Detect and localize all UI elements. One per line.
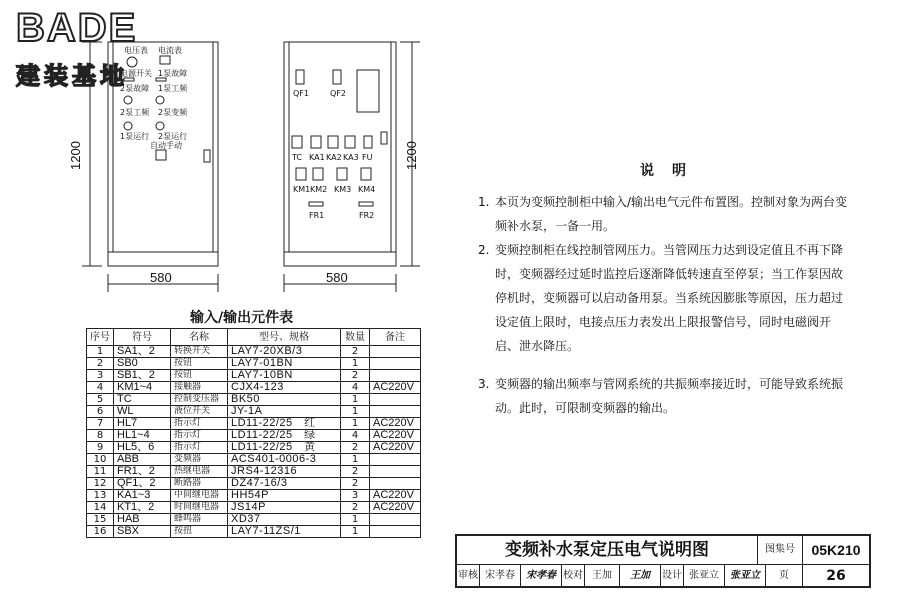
row-quantity: 1: [341, 358, 370, 370]
row-quantity: 2: [341, 370, 370, 382]
row-code: FR1、2: [114, 466, 171, 478]
row-note: [370, 478, 421, 490]
note-item: [478, 190, 848, 238]
set-number: 05K210: [811, 542, 861, 558]
row-name: 按钮: [171, 370, 228, 382]
row-quantity: 1: [341, 526, 370, 538]
table-row: [87, 514, 421, 526]
row-code: TC: [114, 394, 171, 406]
table-row: [87, 346, 421, 358]
row-note: [370, 514, 421, 526]
row-code: KM1~4: [114, 382, 171, 394]
label-tc: TC: [292, 153, 303, 162]
label-voltmeter: 电压表: [124, 46, 148, 55]
row-code: HL5、6: [114, 442, 171, 454]
check-signature: 王加: [620, 565, 661, 587]
note-item: [478, 238, 848, 358]
row-note: [370, 406, 421, 418]
label-pump2-run: 2泵运行: [158, 132, 188, 141]
row-note: AC220V: [370, 430, 421, 442]
row-name: 按扭: [171, 526, 228, 538]
label-pump1-run: 1泵运行: [120, 132, 150, 141]
label-qf1: QF1: [293, 89, 309, 98]
page-number: 26: [826, 568, 846, 584]
row-model: LAY7-10BN: [228, 370, 341, 382]
signature-row: [457, 564, 869, 587]
label-fr2: FR2: [359, 211, 375, 220]
row-code: QF1、2: [114, 478, 171, 490]
row-note: AC220V: [370, 418, 421, 430]
table-row: [87, 394, 421, 406]
row-name: 液位开关: [171, 406, 228, 418]
label-km3: KM3: [334, 185, 352, 194]
row-model: LD11-22/25 绿: [228, 430, 341, 442]
row-name: 热继电器: [171, 466, 228, 478]
table-header-row: [87, 329, 421, 346]
header-model: 型号、规格: [228, 329, 341, 346]
table-row: [87, 430, 421, 442]
row-quantity: 4: [341, 382, 370, 394]
row-note: [370, 358, 421, 370]
row-quantity: 1: [341, 418, 370, 430]
row-number: 13: [87, 490, 114, 502]
row-model: LAY7-20XB/3: [228, 346, 341, 358]
logo-chinese: 建装基地: [16, 62, 128, 90]
header-note: 备注: [370, 329, 421, 346]
table-row: [87, 370, 421, 382]
row-number: 5: [87, 394, 114, 406]
table-row: [87, 466, 421, 478]
row-name: 指示灯: [171, 442, 228, 454]
label-pump2-vfd: 2泵变频: [158, 108, 188, 117]
row-model: LAY7-01BN: [228, 358, 341, 370]
parts-table: [86, 328, 421, 538]
label-ammeter: 电流表: [158, 46, 182, 55]
row-note: AC220V: [370, 442, 421, 454]
row-name: 时间继电器: [171, 502, 228, 514]
row-note: [370, 466, 421, 478]
note-number: 1.: [478, 195, 490, 209]
row-quantity: 2: [341, 442, 370, 454]
row-quantity: 2: [341, 502, 370, 514]
row-model: LAY7-11ZS/1: [228, 526, 341, 538]
left-height-dim: 1200: [68, 141, 83, 170]
row-number: 7: [87, 418, 114, 430]
row-code: SB0: [114, 358, 171, 370]
label-power-switch: 电源开关: [120, 69, 152, 78]
row-code: KA1~3: [114, 490, 171, 502]
row-quantity: 2: [341, 466, 370, 478]
row-name: 接触器: [171, 382, 228, 394]
label-qf2: QF2: [330, 89, 346, 98]
row-model: CJX4-123: [228, 382, 341, 394]
row-quantity: 1: [341, 514, 370, 526]
row-number: 1: [87, 346, 114, 358]
row-name: 按钮: [171, 358, 228, 370]
page-label: 页: [766, 565, 803, 587]
check-label: 校对: [562, 565, 585, 587]
table-row: [87, 478, 421, 490]
table-row: [87, 442, 421, 454]
row-name: 变频器: [171, 454, 228, 466]
row-model: LD11-22/25 黄: [228, 442, 341, 454]
label-ka3: KA3: [343, 153, 359, 162]
notes-title: 说明: [640, 163, 704, 179]
row-name: 断路器: [171, 478, 228, 490]
row-model: BK50: [228, 394, 341, 406]
check-name: 王加: [585, 565, 620, 587]
row-code: HL1~4: [114, 430, 171, 442]
row-quantity: 1: [341, 454, 370, 466]
left-width-dim: 580: [150, 270, 172, 285]
left-cabinet-handle: [204, 150, 210, 162]
label-ka2: KA2: [326, 153, 342, 162]
row-quantity: 2: [341, 478, 370, 490]
row-number: 14: [87, 502, 114, 514]
row-quantity: 1: [341, 394, 370, 406]
review-signature: 宋孝春: [521, 565, 562, 587]
label-ka1: KA1: [309, 153, 325, 162]
row-model: ACS401-0006-3: [228, 454, 341, 466]
label-auto-manual: 自动手动: [150, 141, 182, 150]
note-number: 2.: [478, 243, 490, 257]
table-row: [87, 406, 421, 418]
row-note: AC220V: [370, 382, 421, 394]
row-model: JRS4-12316: [228, 466, 341, 478]
label-pump1-fault: 1泵故障: [158, 69, 188, 78]
row-name: 指示灯: [171, 418, 228, 430]
row-code: SBX: [114, 526, 171, 538]
row-model: JY-1A: [228, 406, 341, 418]
header-name: 名称: [171, 329, 228, 346]
note-item: [478, 372, 848, 420]
design-name: 张亚立: [684, 565, 725, 587]
row-model: DZ47-16/3: [228, 478, 341, 490]
label-fr1: FR1: [309, 211, 325, 220]
row-quantity: 4: [341, 430, 370, 442]
note-number: 3.: [478, 377, 490, 391]
table-row: [87, 358, 421, 370]
row-name: 中间继电器: [171, 490, 228, 502]
row-note: [370, 526, 421, 538]
table-row: [87, 382, 421, 394]
logo-letters: BADE: [16, 6, 138, 50]
table-row: [87, 490, 421, 502]
row-quantity: 2: [341, 346, 370, 358]
row-number: 16: [87, 526, 114, 538]
row-note: [370, 394, 421, 406]
label-km4: KM4: [358, 185, 376, 194]
row-note: [370, 454, 421, 466]
right-height-dim: 1200: [404, 141, 419, 170]
row-code: SB1、2: [114, 370, 171, 382]
right-width-dim: 580: [326, 270, 348, 285]
row-name: 蜂鸣器: [171, 514, 228, 526]
row-note: [370, 370, 421, 382]
row-model: LD11-22/25 红: [228, 418, 341, 430]
row-code: HAB: [114, 514, 171, 526]
design-signature: 张亚立: [725, 565, 766, 587]
review-label: 审核: [457, 565, 480, 587]
label-pump2-mains: 2泵工频: [120, 108, 150, 117]
row-number: 12: [87, 478, 114, 490]
header-code: 符号: [114, 329, 171, 346]
row-model: XD37: [228, 514, 341, 526]
review-name: 宋孝春: [480, 565, 521, 587]
row-number: 6: [87, 406, 114, 418]
row-number: 8: [87, 430, 114, 442]
header-no: 序号: [87, 329, 114, 346]
title-block: [455, 534, 871, 588]
table-row: [87, 418, 421, 430]
label-fu: FU: [362, 153, 373, 162]
table-row: [87, 502, 421, 514]
row-number: 4: [87, 382, 114, 394]
label-pump1-mains: 1泵工频: [158, 84, 188, 93]
row-quantity: 3: [341, 490, 370, 502]
label-km1: KM1: [293, 185, 311, 194]
row-note: AC220V: [370, 502, 421, 514]
row-number: 11: [87, 466, 114, 478]
row-note: AC220V: [370, 490, 421, 502]
label-km2: KM2: [310, 185, 328, 194]
row-model: JS14P: [228, 502, 341, 514]
note-text: 变频器的输出频率与管网系统的共振频率接近时，可能导致系统振动。此时，可限制变频器的输出。: [495, 377, 844, 415]
row-name: 转换开关: [171, 346, 228, 358]
table-title: 输入/输出元件表: [190, 310, 294, 326]
row-number: 3: [87, 370, 114, 382]
row-note: [370, 346, 421, 358]
set-number-label: 图集号: [758, 536, 803, 564]
row-quantity: 1: [341, 406, 370, 418]
row-model: HH54P: [228, 490, 341, 502]
note-text: 本页为变频控制柜中输入/输出电气元件布置图。控制对象为两台变频补水泵，一备一用。: [495, 195, 848, 233]
row-code: HL7: [114, 418, 171, 430]
row-name: 控制变压器: [171, 394, 228, 406]
label-pump2-fault: 2泵故障: [120, 84, 150, 93]
row-number: 15: [87, 514, 114, 526]
table-row: [87, 454, 421, 466]
row-number: 10: [87, 454, 114, 466]
row-number: 9: [87, 442, 114, 454]
row-name: 指示灯: [171, 430, 228, 442]
row-code: ABB: [114, 454, 171, 466]
row-code: WL: [114, 406, 171, 418]
design-label: 设计: [661, 565, 684, 587]
table-row: [87, 526, 421, 538]
row-code: SA1、2: [114, 346, 171, 358]
note-text: 变频控制柜在线控制管网压力。当管网压力达到设定值且不再下降时，变频器经过延时监控后逐渐降低转速直至停泵；当工作泵因故停机时，变频器可以启动备用泵。当系统因膨胀等原因，压力超过设定值上限时，电接点压力表发出上限报警信号，同时电磁阀开启、泄水降压。: [495, 243, 844, 353]
row-number: 2: [87, 358, 114, 370]
drawing-title: 变频补水泵定压电气说明图: [457, 536, 758, 564]
row-code: KT1、2: [114, 502, 171, 514]
header-qty: 数量: [341, 329, 370, 346]
